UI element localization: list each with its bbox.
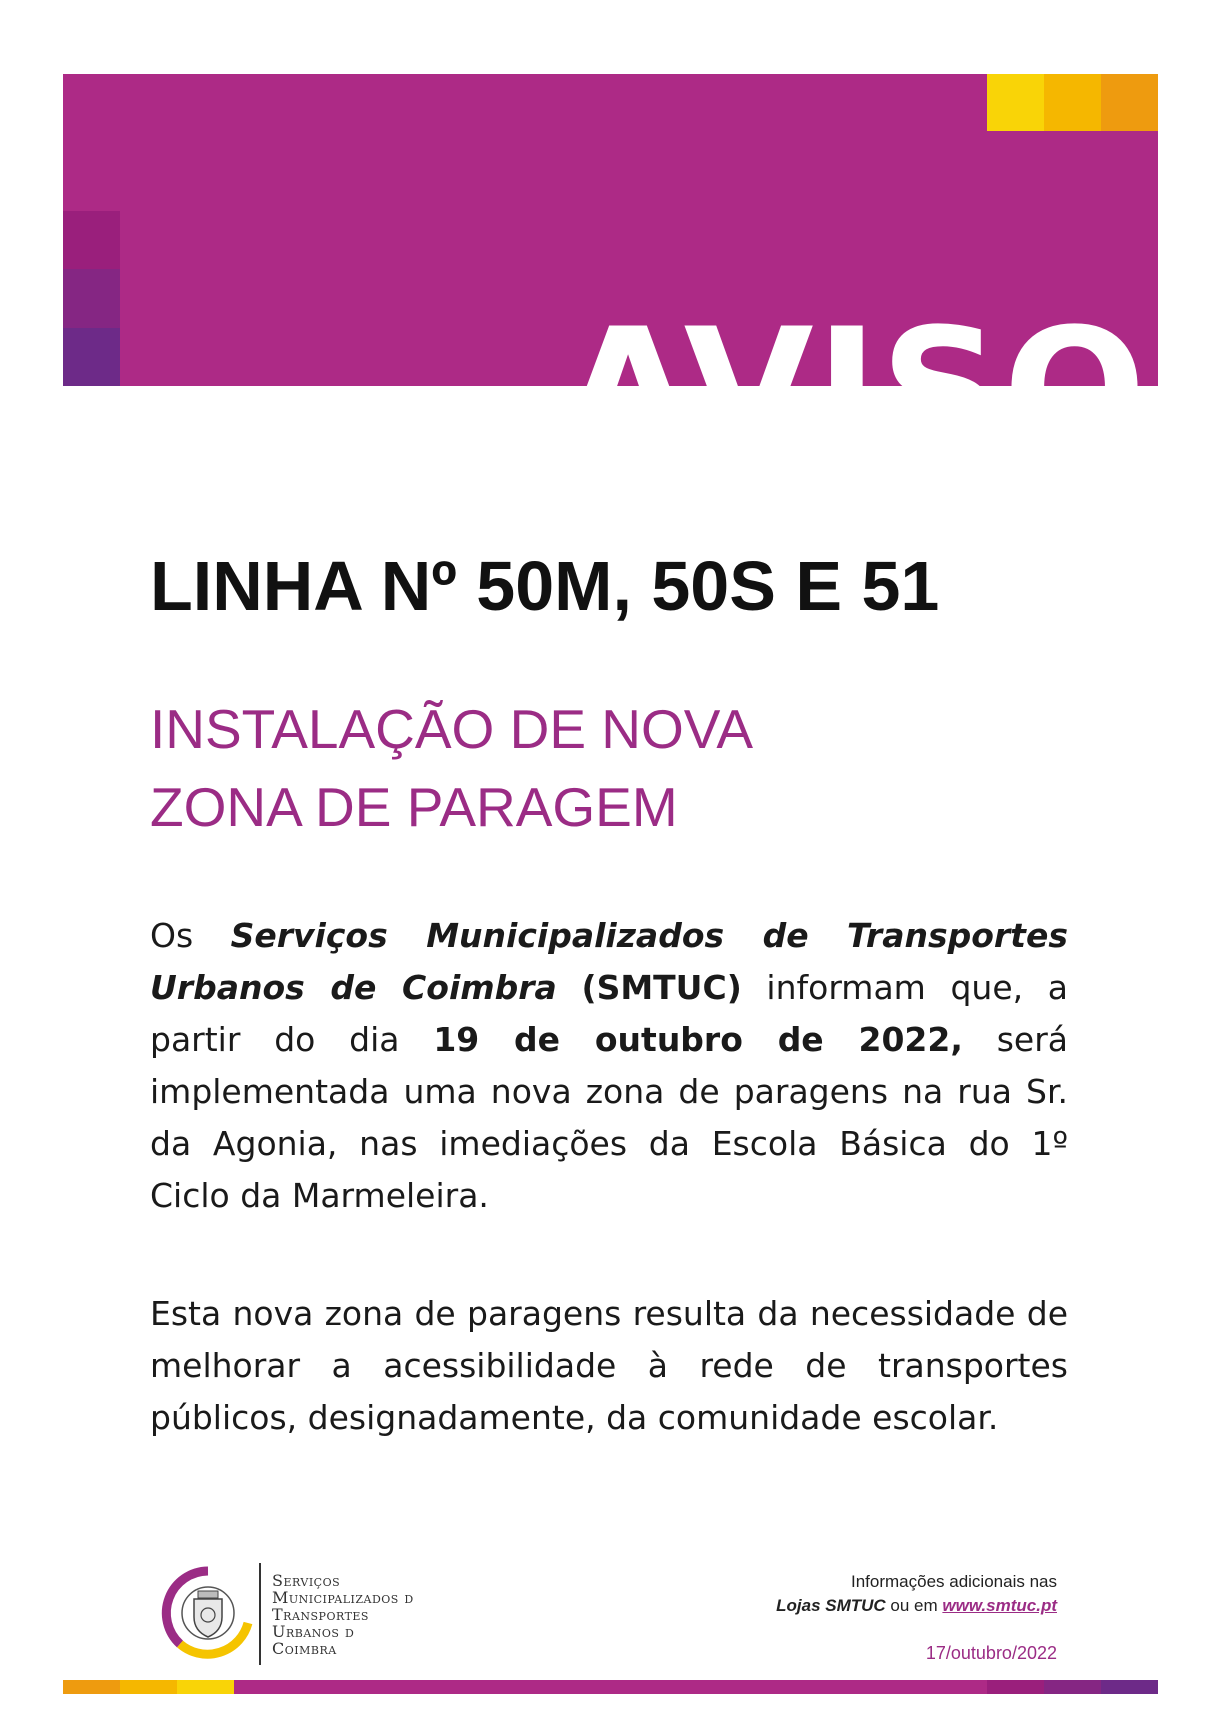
reason-paragraph: Esta nova zona de paragens resulta da necessidade de melhorar a acessibilidade à rede de transportes públicos, designadamente, da comunidade escolar.: [150, 1294, 1068, 1437]
bar-orange: [63, 1680, 120, 1694]
yellow-square: [987, 74, 1044, 131]
aviso-banner: [63, 74, 1158, 488]
org-line: Coimbra: [272, 1639, 337, 1658]
info-line-2: [776, 1594, 1057, 1618]
publication-date: 17/outubro/2022: [925, 1643, 1057, 1663]
org-line: Municipalizados d: [272, 1588, 414, 1607]
bar-violet: [1044, 1680, 1101, 1694]
purple-square: [63, 328, 120, 386]
bottom-color-bar: [63, 1680, 1158, 1694]
orange-square: [1101, 74, 1158, 131]
aviso-title: AVISO: [563, 292, 1148, 488]
text-segment: Os: [150, 916, 231, 955]
text-segment: será implementada uma nova zona de paragens na rua Sr. da Agonia, nas imediações da Escola Básica do 1º Ciclo da Marmeleira.: [150, 1020, 1068, 1215]
stores-label: Lojas SMTUC: [776, 1596, 886, 1615]
org-line: Transportes: [272, 1605, 369, 1624]
text-segment: [557, 968, 582, 1007]
org-line: Serviços: [272, 1571, 341, 1590]
footer-organization-name: [272, 1572, 414, 1657]
additional-info: [776, 1570, 1057, 1618]
info-line-1: Informações adicionais nas: [850, 1572, 1057, 1591]
info-middle: ou em: [885, 1596, 943, 1615]
org-line: Urbanos d: [272, 1622, 355, 1641]
bar-yellow: [177, 1680, 234, 1694]
text-segment: informam que, a partir do dia: [150, 968, 1068, 1059]
subtitle-line-2: ZONA DE PARAGEM: [150, 776, 678, 838]
yellow-orange-square: [1044, 74, 1101, 131]
violet-square: [63, 269, 120, 328]
bar-magenta: [234, 1680, 987, 1694]
effective-date: 19 de outubro de 2022,: [433, 1020, 963, 1059]
footer-divider: [259, 1563, 261, 1665]
bar-yellow-orange: [120, 1680, 177, 1694]
magenta-square: [63, 211, 120, 269]
bar-magenta-dark: [987, 1680, 1044, 1694]
organization-name: Serviços Municipalizados de Transportes Urbanos de Coimbra: [150, 916, 1068, 1007]
subtitle-line-1: INSTALAÇÃO DE NOVA: [150, 698, 754, 760]
organization-acronym: (SMTUC): [581, 968, 742, 1007]
page-title: LINHA Nº 50M, 50S E 51: [150, 547, 940, 625]
website-link[interactable]: www.smtuc.pt: [942, 1596, 1057, 1615]
announcement-paragraph: [150, 910, 1068, 1222]
subtitle: [150, 690, 753, 846]
smtuc-coat-of-arms-icon: [160, 1565, 256, 1661]
bar-purple: [1101, 1680, 1158, 1694]
